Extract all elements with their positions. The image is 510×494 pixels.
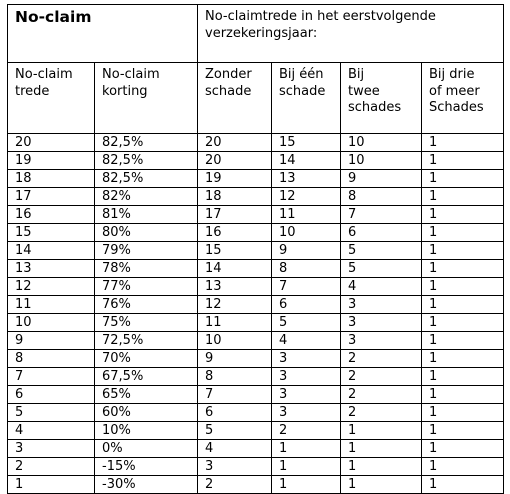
table-cell: 14: [198, 260, 272, 278]
table-cell: 1: [341, 440, 422, 458]
table-cell: 5: [198, 422, 272, 440]
table-cell: 72,5%: [95, 332, 198, 350]
table-cell: 13: [198, 278, 272, 296]
table-cell: 76%: [95, 296, 198, 314]
table-cell: 3: [8, 440, 95, 458]
table-cell: 70%: [95, 350, 198, 368]
table-cell: 80%: [95, 224, 198, 242]
table-cell: 6: [198, 404, 272, 422]
table-cell: 1: [422, 134, 504, 152]
column-header-line: Bij één: [279, 67, 324, 82]
table-cell: 12: [272, 188, 341, 206]
table-cell: 1: [422, 296, 504, 314]
table-row: [8, 170, 504, 188]
table-cell: 3: [272, 368, 341, 386]
table-cell: 1: [422, 242, 504, 260]
table-cell: -30%: [95, 476, 198, 494]
column-header-line: schades: [348, 100, 402, 115]
table-subtitle: No-claimtrede in het eerstvolgende verzekeringsjaar:: [198, 5, 504, 63]
table-cell: 1: [422, 170, 504, 188]
column-header-line: No-claim: [102, 67, 160, 82]
table-cell: 9: [8, 332, 95, 350]
table-cell: 7: [198, 386, 272, 404]
table-row: [8, 422, 504, 440]
table-cell: 9: [272, 242, 341, 260]
table-cell: 15: [272, 134, 341, 152]
table-cell: 8: [341, 188, 422, 206]
table-cell: 1: [422, 224, 504, 242]
table-cell: -15%: [95, 458, 198, 476]
table-cell: 2: [341, 368, 422, 386]
table-row: [8, 242, 504, 260]
table-cell: 75%: [95, 314, 198, 332]
table-cell: 12: [198, 296, 272, 314]
column-header-line: schade: [205, 83, 252, 99]
table-cell: 10: [341, 134, 422, 152]
table-row: [8, 350, 504, 368]
table-cell: 3: [341, 314, 422, 332]
table-cell: 4: [198, 440, 272, 458]
table-cell: 20: [198, 134, 272, 152]
table-cell: 1: [422, 386, 504, 404]
table-cell: 78%: [95, 260, 198, 278]
table-cell: 14: [272, 152, 341, 170]
table-cell: 13: [272, 170, 341, 188]
table-cell: 8: [198, 368, 272, 386]
table-cell: 8: [8, 350, 95, 368]
column-header-line: twee: [348, 83, 380, 99]
table-cell: 1: [422, 368, 504, 386]
table-cell: 16: [198, 224, 272, 242]
table-cell: 1: [422, 152, 504, 170]
table-cell: 1: [422, 314, 504, 332]
table-cell: 9: [341, 170, 422, 188]
table-cell: 1: [422, 350, 504, 368]
table-cell: 10: [198, 332, 272, 350]
table-cell: 11: [272, 206, 341, 224]
table-cell: 3: [341, 296, 422, 314]
table-cell: 82,5%: [95, 152, 198, 170]
table-cell: 1: [272, 458, 341, 476]
table-cell: 10: [341, 152, 422, 170]
column-header-line: No-claim: [15, 67, 73, 82]
table-title: No-claim: [8, 5, 198, 63]
table-cell: 1: [422, 260, 504, 278]
table-cell: 60%: [95, 404, 198, 422]
table-row: [8, 314, 504, 332]
column-header-line: Bij drie: [429, 67, 475, 82]
table-cell: 4: [341, 278, 422, 296]
table-cell: 1: [422, 476, 504, 494]
table-cell: 1: [422, 278, 504, 296]
table-cell: 10: [272, 224, 341, 242]
table-row: [8, 368, 504, 386]
table-cell: 18: [8, 170, 95, 188]
header-bij-twee-schades: [341, 63, 422, 134]
table-cell: 79%: [95, 242, 198, 260]
table-cell: 16: [8, 206, 95, 224]
table-cell: 3: [341, 332, 422, 350]
column-header-line: trede: [15, 83, 50, 99]
table-cell: 11: [8, 296, 95, 314]
table-cell: 5: [8, 404, 95, 422]
table-row: [8, 278, 504, 296]
table-cell: 82,5%: [95, 134, 198, 152]
header-no-claim-trede: [8, 63, 95, 134]
table-cell: 1: [341, 422, 422, 440]
document-page: [7, 4, 503, 494]
table-cell: 15: [8, 224, 95, 242]
table-cell: 20: [198, 152, 272, 170]
table-row: [8, 206, 504, 224]
table-cell: 13: [8, 260, 95, 278]
table-cell: 1: [422, 422, 504, 440]
table-cell: 12: [8, 278, 95, 296]
table-cell: 1: [8, 476, 95, 494]
table-cell: 4: [8, 422, 95, 440]
table-cell: 1: [422, 404, 504, 422]
table-row: [8, 188, 504, 206]
table-cell: 3: [272, 404, 341, 422]
table-row: [8, 260, 504, 278]
table-cell: 65%: [95, 386, 198, 404]
table-cell: 19: [198, 170, 272, 188]
table-cell: 5: [341, 242, 422, 260]
table-cell: 82%: [95, 188, 198, 206]
column-header-line: schade: [279, 83, 326, 99]
table-cell: 1: [422, 332, 504, 350]
table-cell: 2: [341, 386, 422, 404]
table-cell: 5: [341, 260, 422, 278]
table-cell: 1: [272, 476, 341, 494]
column-header-row: [8, 63, 504, 134]
table-cell: 17: [198, 206, 272, 224]
table-cell: 3: [272, 386, 341, 404]
table-title-row: [8, 5, 504, 63]
table-cell: 81%: [95, 206, 198, 224]
table-cell: 7: [8, 368, 95, 386]
table-cell: 3: [198, 458, 272, 476]
table-cell: 20: [8, 134, 95, 152]
table-cell: 9: [198, 350, 272, 368]
table-cell: 0%: [95, 440, 198, 458]
table-cell: 1: [422, 188, 504, 206]
table-row: [8, 386, 504, 404]
table-cell: 18: [198, 188, 272, 206]
header-bij-drie-of-meer-schades: [422, 63, 504, 134]
table-row: [8, 404, 504, 422]
table-cell: 77%: [95, 278, 198, 296]
header-bij-een-schade: [272, 63, 341, 134]
table-cell: 2: [272, 422, 341, 440]
column-header-line: Zonder: [205, 67, 252, 82]
table-cell: 1: [341, 476, 422, 494]
column-header-line: korting: [102, 83, 148, 99]
table-cell: 5: [272, 314, 341, 332]
table-cell: 1: [422, 440, 504, 458]
table-cell: 6: [341, 224, 422, 242]
table-cell: 15: [198, 242, 272, 260]
table-cell: 3: [272, 350, 341, 368]
table-cell: 6: [272, 296, 341, 314]
table-cell: 4: [272, 332, 341, 350]
table-row: [8, 458, 504, 476]
header-zonder-schade: [198, 63, 272, 134]
table-row: [8, 440, 504, 458]
table-cell: 11: [198, 314, 272, 332]
table-cell: 7: [272, 278, 341, 296]
table-cell: 1: [422, 206, 504, 224]
table-cell: 10: [8, 314, 95, 332]
table-cell: 2: [8, 458, 95, 476]
table-cell: 82,5%: [95, 170, 198, 188]
table-row: [8, 152, 504, 170]
table-cell: 14: [8, 242, 95, 260]
table-cell: 19: [8, 152, 95, 170]
table-cell: 6: [8, 386, 95, 404]
table-row: [8, 476, 504, 494]
table-cell: 2: [198, 476, 272, 494]
no-claim-table: [7, 4, 504, 494]
table-cell: 2: [341, 404, 422, 422]
table-row: [8, 332, 504, 350]
table-cell: 17: [8, 188, 95, 206]
column-header-line: Schades: [429, 100, 484, 115]
table-row: [8, 134, 504, 152]
table-row: [8, 296, 504, 314]
table-cell: 10%: [95, 422, 198, 440]
table-cell: 1: [341, 458, 422, 476]
table-cell: 7: [341, 206, 422, 224]
table-row: [8, 224, 504, 242]
column-header-line: Bij: [348, 67, 365, 82]
table-cell: 67,5%: [95, 368, 198, 386]
column-header-line: of meer: [429, 83, 480, 99]
table-cell: 1: [272, 440, 341, 458]
table-cell: 2: [341, 350, 422, 368]
header-no-claim-korting: [95, 63, 198, 134]
table-cell: 1: [422, 458, 504, 476]
table-cell: 8: [272, 260, 341, 278]
